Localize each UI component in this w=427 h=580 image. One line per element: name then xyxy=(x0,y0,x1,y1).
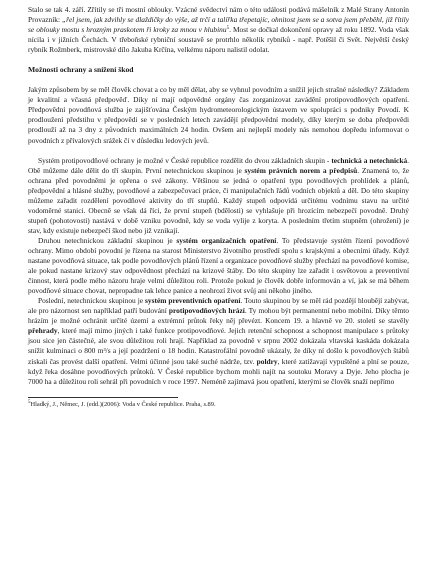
footnote xyxy=(28,400,409,409)
section-heading: Možnosti ochrany a snížení škod xyxy=(28,65,134,75)
text-run: . Touto skupinou by se měl rád pozdějí hloubějí zabývat, ale pro názornost sen například patří budování xyxy=(28,296,409,316)
text-run: , které mají mimo jiných i také funkce protipovodňové. Jejich retenční schopnost a schopnost manipulace s průtoky jsou sice jen částečné, ale svou důležitou roli hrají. Například za povodně v srpnu 2002 dokázala vltavská kaskáda dokázala snížit kulminaci o 800 m³/s a její pozdržení o 18 hodin. Katastrofální povodně ukázaly, že díky ní došlo k povodňových štábů získali čas provést další opatření. Velmi účinné jsou také suché nádrže, tzv. xyxy=(28,326,409,366)
document-page xyxy=(28,5,409,409)
emphasis-legal-norms: systém právních norem a předpisů xyxy=(244,165,358,175)
text-run: . Znamená to, že ochrana před povodněmi je opřena o své zákony. Většinou se jedná o opatření typu povodňových prohlídek a plánů, předpovědní a hlásné služby, povodňové a zabezpečovací práce, či manipulačních řádů vodních objektů a děl. Do této skupiny můžeme zařadit rozdělení povodňové aktivity do tří stupňů. Každý stupeň odpovídá určitému vodnímu stavu na určité vodoměrné stanici. Obecně se však dá říci, že první stupeň (bdělosti) se vyhlašuje při hrozícím nebezpečí povodně. Druhý stupeň (pohotovosti) nastává v době vzniku povodně, kdy se voda vylije z koryta. A posledním třetím stupněm (ohrožení) je stav, kdy existuje nebezpečí škod nebo již vznikají. xyxy=(28,165,410,235)
footnote-text: Hladký, J., Němec, J. (edd.)(2006): Voda v České republice. Praha, s.89. xyxy=(30,400,216,408)
paragraph-organizational-measures xyxy=(28,236,409,296)
paragraph-protection-system xyxy=(28,156,409,236)
emphasis-dams: přehrady xyxy=(28,326,58,336)
emphasis-flood-dikes: protipovodňových hrází xyxy=(168,306,245,316)
paragraph-forecast: Jakým způsobem by se měl člověk chovat a co by měl dělat, aby se vyhnul povodním a snížil jejich strašné následky? Základem je kvalitní a včasná předpověď. Díky ní mají odpovědné orgány čas zorganizovat zavádění protipovodňových opatření. Předpovědní povodňová služba je zajišťována Českým hydrometeorologickým ústavem ve spolupráci s podniky Povodí. K prodloužení předstihu v předpovědi se v posledních letech zavádějí předpovědní modely, díky kterým se doba předpovědi prodlouží až na 3 dny z původních maximálních 24 hodin. Ovšem ani nejlepší modely nás nemohou dopředu informovat o povodních z přívalových srážek či v důsledku ledových jevů. xyxy=(28,85,409,145)
emphasis-preventive-measures: systém preventivních opatření xyxy=(145,296,241,306)
emphasis-organizational-measures: systém organizačních opatření xyxy=(176,235,277,245)
emphasis-polders: poldry xyxy=(256,356,278,366)
text-run: . Ty mohou být permanentní nebo mobilní. Díky těmto hrázím je možné ochránit určité území a extrémní průtok řeky něj převézt. Koncem 19. a hlavně ve 20. století se stavěly xyxy=(28,306,409,326)
intro-paragraph xyxy=(28,5,409,55)
text-run: . Obě můžeme dále dělit do tří skupin. První netechnickou skupinou je xyxy=(28,155,409,175)
emphasis-technical-nontechnical: technická a netechnická xyxy=(331,155,408,165)
intro-text-start: Stalo se tak 4. září. Zřítily se tři mostní oblouky. Vzácné svědectví nám o této události podává mášelník z Malé Strany Antonín Provazník: xyxy=(28,5,409,25)
text-run: , které zatížavají vypuštěné a plní se pouze, když řeka dosáhne povodňových průtoků. V České republice bychom mohli najít na soutoku Moravy a Dyje. Jeho plocha je 7000 ha a důležitou roli sehrál při povodních v roce 1997. Neméně zajímavá jsou opatření, kterými se člověk snaží nepřímo xyxy=(28,356,409,386)
intro-text-end: . Most se dočkal dokončení opravy až roku 1892. Voda však nícila i v jižních Čechách. V třeboňské rybniční soustavě se protrhlo několik rybníků - např. Potěšil či Svět. Největší český rybník Rožmberk, mistrovské dílo Jakuba Krčína, velkému náporu nalistil odolat. xyxy=(28,25,409,55)
footnote-reference[interactable]: 5 xyxy=(226,26,230,32)
eyewitness-quote: „řel jsem, jak zdvihly se dlaždičky do výše, až trčí a talířka třepetajíc, ohnitost jsem se a sotva jsem přeběhl, již řítily se oblouky mostu s hrozným praskotem ři kroky za mnou v hlubinu xyxy=(28,15,409,35)
footnote-divider xyxy=(28,397,178,398)
text-run: Druhou netechnickou základní skupinou je xyxy=(38,235,177,245)
text-run: Poslední, netechnickou skupinou je xyxy=(38,296,146,306)
text-run: . To představuje systém řízení povodňové ochrany. Mimo období povodní je řízena na starost Ministerstvo životního prostředí spolu s krajskými a obecními úřady. Když nastane povodňová situace, tak podle povodňových plánů řízení a organizace povodňové služby přechází na povodňové komise, ale pokud nastane krizový stav odpovědnost přechází na krizové štáby. Do této skupiny lze zařadit i osvětovou a preventivní činnost, která podle mého názoru hraje velmi důležitou roli. Protože pokud je člověk dobře informován a ví, jak se má během povodňové situace chovat, nepropadne tak lehce panice a neohrozí život svůj ani někoho jiného. xyxy=(28,235,409,296)
text-run: Systém protipovodňové ochrany je možné v České republice rozdělit do dvou základních skupin - xyxy=(38,155,332,165)
footnote-mark: 5 xyxy=(28,399,31,405)
paragraph-preventive-measures xyxy=(28,296,409,386)
